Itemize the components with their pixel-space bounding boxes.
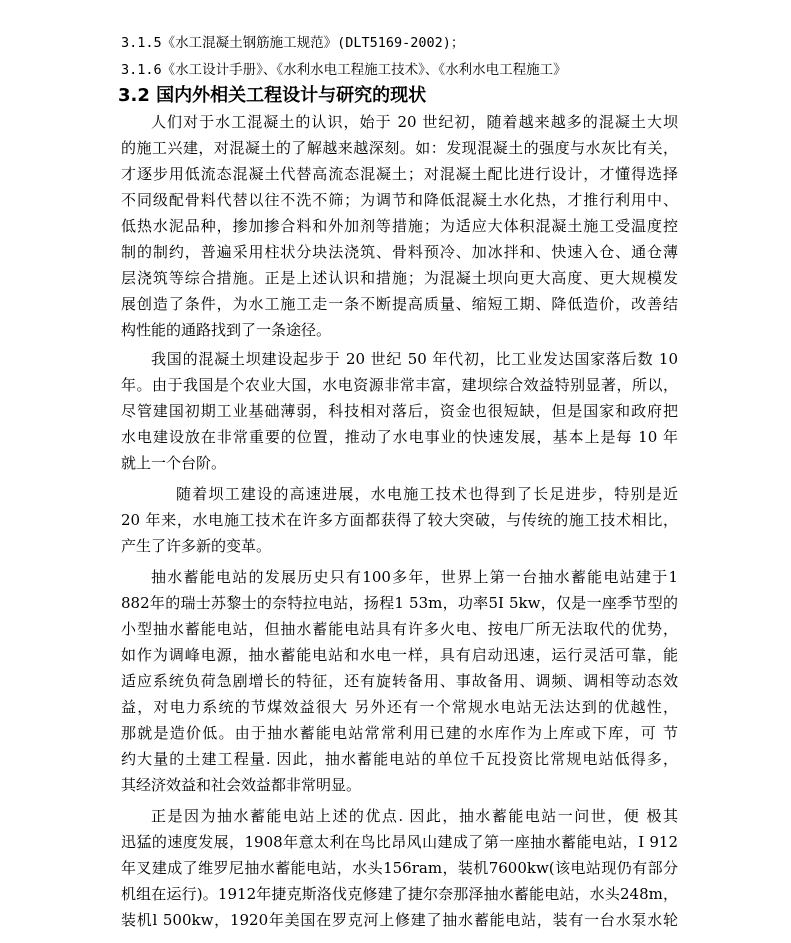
text-line: 那就是造价低。由于抽水蓄能电站常常利用已建的水库作为上库或下库，可 节 [121,724,678,742]
text-line: 其经济效益和社会效益都非常明显。 [121,776,362,794]
text-line: 不同级配骨料代替以往不洗不筛；为调节和降低混凝土水化热，才推行利用中、 [121,191,678,209]
text-line: 水电建设放在非常重要的位置，推动了水电事业的快速发展，基本上是每 10 年 [121,428,678,446]
section-heading: 3.2 国内外相关工程设计与研究的现状 [118,85,427,106]
text-line: 装机l 500kw，1920年美国在罗克河上修建了抽水蓄能电站，装有一台水泵水轮 [121,911,678,929]
text-line: 的施工兴建，对混凝土的了解越来越深刻。如：发现混凝土的强度与水灰比有关， [121,139,678,157]
text-line: 就上一个台阶。 [121,454,227,472]
text-line: 产生了许多新的变革。 [121,537,272,555]
reference-item-3-1-5: 3.1.5《水工混凝土钢筋施工规范》(DLT5169-2002)； [121,35,465,51]
text-line: 益，对电力系统的节煤效益很大 另外还有一个常规水电站无法达到的优越性， [121,698,678,716]
text-line: 882年的瑞士苏黎士的奈特拉电站，扬程1 53m，功率5I 5kw，仅是一座季节型的 [121,594,678,612]
text-line: 年。由于我国是个农业大国，水电资源非常丰富，建坝综合效益特别显著，所以， [121,376,678,394]
text-line: 机组在运行)。1912年捷克斯洛伐克修建了捷尔奈那泽抽水蓄能电站，水头248m， [121,885,678,903]
text-line: 正是因为抽水蓄能电站上述的优点. 因此，抽水蓄能电站一问世，便 极其 [151,807,678,825]
text-line: 尽管建国初期工业基础薄弱，科技相对落后，资金也很短缺，但是国家和政府把 [121,402,678,420]
text-line: 我国的混凝土坝建设起步于 20 世纪 50 年代初，比工业发达国家落后数 10 [151,350,678,368]
text-line: 抽水蓄能电站的发展历史只有100多年，世界上第一台抽水蓄能电站建于1 [151,568,678,586]
text-line: 随着坝工建设的高速进展，水电施工技术也得到了长足进步，特别是近 [176,485,678,503]
text-line: 构性能的通路找到了一条途径。 [121,321,332,339]
text-line: 制的制约，普遍采用柱状分块法浇筑、骨料预冷、加冰拌和、快速入仓、通仓薄 [121,243,678,261]
reference-item-3-1-6: 3.1.6《水工设计手册》、《水利水电工程施工技术》、《水利水电工程施工》 [121,62,567,78]
text-line: 20 年来，水电施工技术在许多方面都获得了较大突破，与传统的施工技术相比， [121,511,678,529]
text-line: 年叉建成了维罗尼抽水蓄能电站，水头156ram，装机7600kw(该电站现仍有部分 [121,859,678,877]
text-line: 约大量的土建工程量. 因此，抽水蓄能电站的单位千瓦投资比常规电站低得多， [121,750,678,768]
text-line: 小型抽水蓄能电站，但抽水蓄能电站具有许多火电、按电厂所无法取代的优势， [121,620,678,638]
text-line: 展创造了条件，为水工施工走一条不断提高质量、缩短工期、降低造价，改善结 [121,295,678,313]
text-line: 如作为调峰电源，抽水蓄能电站和水电一样，具有启动迅速，运行灵活可靠，能 [121,646,678,664]
text-line: 迅猛的速度发展，1908年意太利在鸟比昂风山建成了第一座抽水蓄能电站，I 912 [121,833,678,851]
text-line: 人们对于水工混凝土的认识，始于 20 世纪初，随着越来越多的混凝土大坝 [151,113,678,131]
text-line: 适应系统负荷急剧增长的特征，还有旋转备用、事故备用、调频、调相等动态效 [121,672,678,690]
text-line: 低热水泥品种，掺加掺合料和外加剂等措施；为适应大体积混凝土施工受温度控 [121,217,678,235]
text-line: 才逐步用低流态混凝土代替高流态混凝土；对混凝土配比进行设计，才懂得选择 [121,165,678,183]
text-line: 层浇筑等综合措施。正是上述认识和措施；为混凝土坝向更大高度、更大规模发 [121,269,678,287]
